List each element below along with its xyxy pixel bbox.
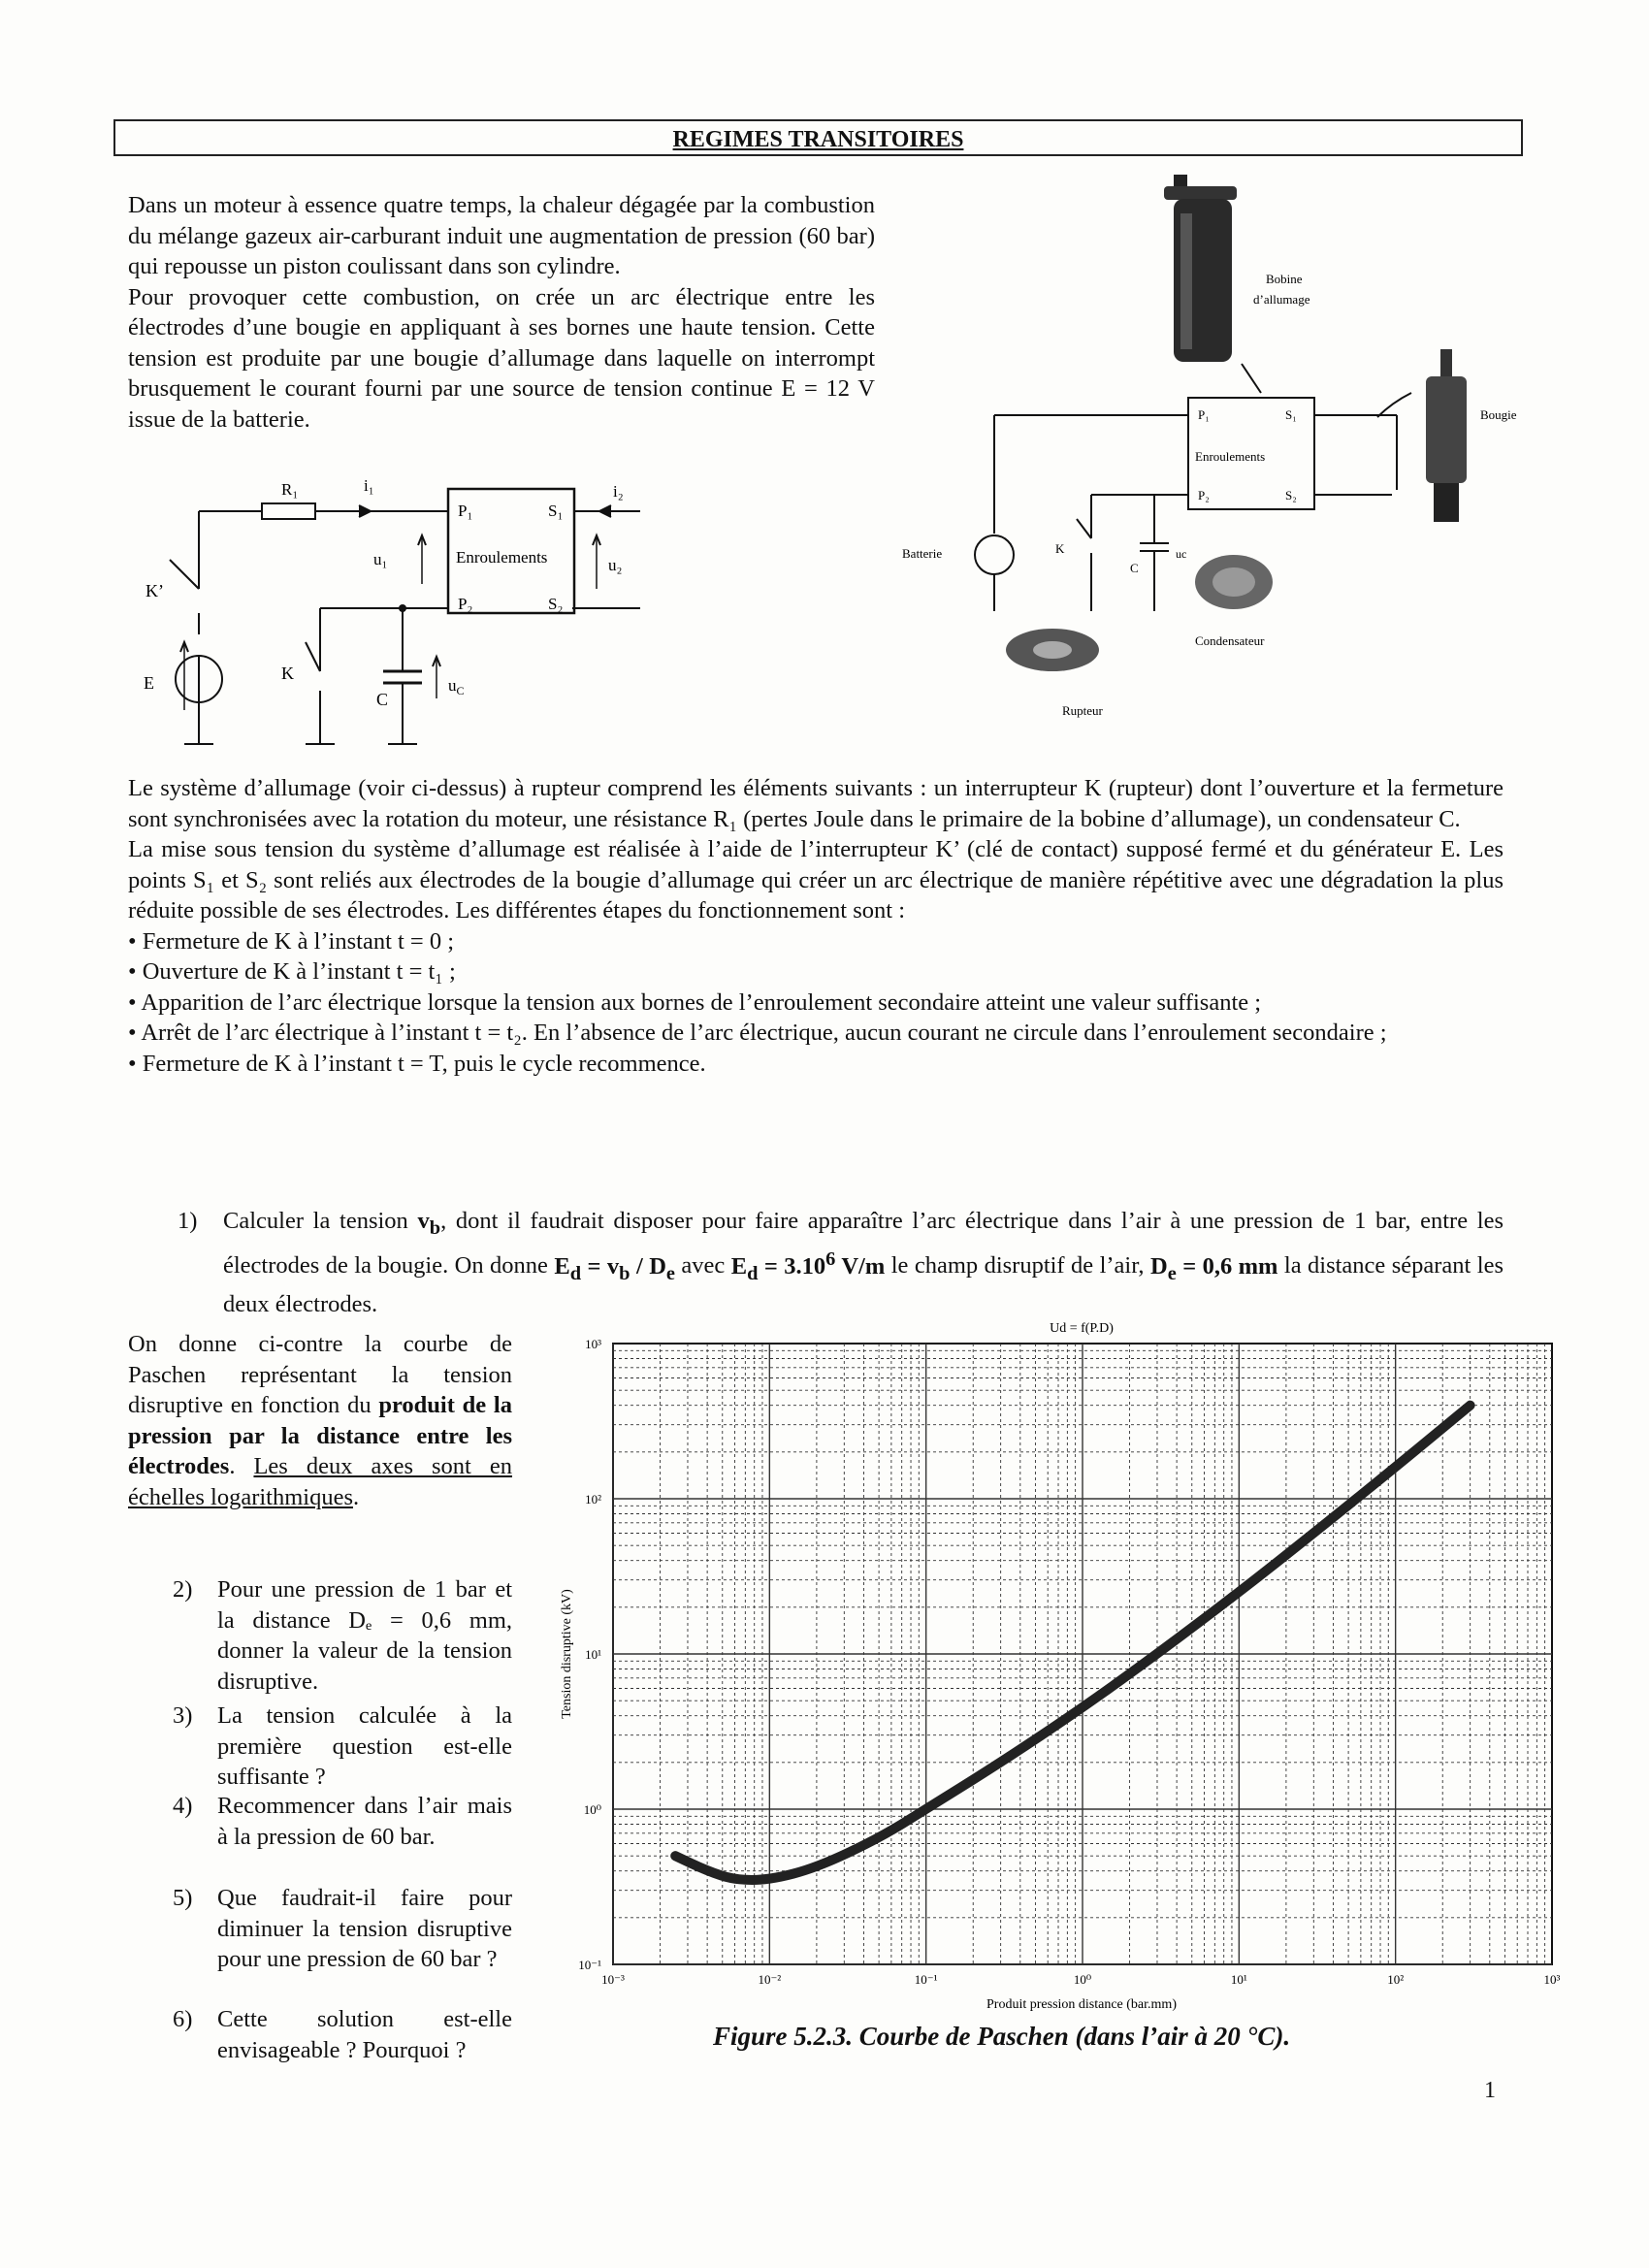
label-e: E — [144, 673, 154, 693]
question-3 — [173, 1701, 512, 1793]
title-box — [113, 119, 1523, 156]
chart-title: Ud = f(P.D) — [1050, 1321, 1114, 1336]
y-tick-label: 10¹ — [585, 1647, 601, 1662]
coil-label: Bobine — [1266, 272, 1303, 286]
photo-uc-label: uc — [1176, 547, 1187, 561]
system-paragraph-1: Le système d’allumage (voir ci-dessus) à rupteur comprend les éléments suivants : un interrupteur K (rupteur) dont l’ouverture et la fermeture sont synchronisées avec la rotation du moteur, une résistance R₁ (pertes Joule dans le primaire de la bobine d’allumage), un condensateur C. — [128, 775, 1504, 832]
y-tick-label: 10⁰ — [583, 1802, 601, 1817]
intro-text — [128, 190, 875, 435]
question-3-text: La tension calculée à la première question est-elle suffisante ? — [217, 1702, 512, 1790]
condenser-label: Condensateur — [1195, 633, 1265, 648]
label-c: C — [376, 690, 389, 709]
breaker-image — [1006, 629, 1099, 671]
label-windings: Enroulements — [456, 548, 548, 567]
page-number: 1 — [1484, 2078, 1496, 2103]
question-5-text: Que faudrait-il faire pour diminuer la tension disruptive pour une pression de 60 bar ? — [217, 1885, 512, 1972]
photo-s2: S₂ — [1285, 488, 1297, 502]
chart-ticks — [578, 1337, 1560, 1987]
step-5: • Fermeture de K à l’instant t = T, puis le cycle recommence. — [128, 1050, 706, 1077]
question-4-number: 4) — [173, 1793, 193, 1819]
label-s2: S₂ — [548, 595, 564, 613]
spark-plug-label: Bougie — [1480, 407, 1517, 422]
photo-p2: P₂ — [1198, 488, 1210, 502]
photo-k-label: K — [1055, 541, 1065, 556]
x-tick-label: 10⁰ — [1073, 1972, 1092, 1987]
ignition-photo-diagram — [892, 155, 1552, 728]
label-i1: i₁ — [364, 476, 374, 495]
label-uc: $u_C$ — [448, 676, 465, 697]
breaker-label: Rupteur — [1062, 703, 1103, 718]
chart-x-label: Produit pression distance (bar.mm) — [986, 1997, 1177, 2012]
paschen-intro: On donne ci-contre la courbe de Paschen représentant la tension disruptive en fonction du produit de la pression par la distance entre les électrodes. Les deux axes sont en échelles logarithmiques. — [128, 1331, 513, 1510]
battery-label: Batterie — [902, 546, 943, 561]
circuit-schematic — [126, 468, 669, 759]
x-tick-label: 10⁻³ — [601, 1972, 625, 1987]
coil-label-2: d’allumage — [1253, 292, 1310, 307]
intro-paragraph-2: Pour provoquer cette combustion, on crée un arc électrique entre les électrodes d’une bougie en appliquant à ses bornes une haute tension. Cette tension est produite par une bougie d’allumage dans laquelle on interrompt brusquement le courant fourni par une source de tension continue E = 12 V issue de la batterie. — [128, 283, 875, 433]
question-2-text: Pour une pression de 1 bar et la distance Dₑ = 0,6 mm, donner la valeur de la tension disruptive. — [217, 1576, 512, 1695]
question-1: 1) Calculer la tension $v_b$, dont il faudrait disposer pour faire apparaître l’arc électrique dans l’air à une pression de 1 bar, entre les électrodes de la bougie. On donne $E_d = v_b / D_e$ avec $E_d = 3.10^6$ V/m le champ disruptif de l’air, $D_e = 0,6$ mm la distance séparant les deux électrodes. — [178, 1208, 1504, 1317]
x-tick-label: 10⁻¹ — [914, 1972, 938, 1987]
figure-caption: Figure 5.2.3. Courbe de Paschen (dans l’air à 20 °C). — [713, 2022, 1291, 2051]
x-tick-label: 10⁻² — [758, 1972, 782, 1987]
question-3-number: 3) — [173, 1702, 193, 1729]
label-u2: u₂ — [608, 556, 623, 574]
question-6-number: 6) — [173, 2006, 193, 2032]
chart-y-label: Tension disruptive (kV) — [560, 1589, 574, 1719]
label-p2: P₂ — [458, 595, 473, 613]
step-2: • Ouverture de K à l’instant t = t₁ ; — [128, 958, 456, 985]
question-1-number: 1) — [178, 1208, 198, 1234]
question-5 — [173, 1883, 512, 1975]
x-tick-label: 10³ — [1543, 1972, 1561, 1987]
condenser-image — [1195, 555, 1273, 609]
x-tick-label: 10² — [1387, 1972, 1405, 1987]
x-tick-label: 10¹ — [1230, 1972, 1247, 1987]
step-4: • Arrêt de l’arc électrique à l’instant t = t₂. En l’absence de l’arc électrique, aucun courant ne circule dans l’enroulement secondaire ; — [128, 1020, 1387, 1046]
photo-p1: P₁ — [1198, 407, 1210, 422]
question-6-text: Cette solution est-elle envisageable ? Pourquoi ? — [217, 2006, 512, 2063]
page-title: REGIMES TRANSITOIRES — [672, 127, 964, 152]
question-2 — [173, 1574, 512, 1697]
photo-windings: Enroulements — [1195, 449, 1266, 464]
photo-c-label: C — [1130, 561, 1139, 575]
question-5-number: 5) — [173, 1885, 193, 1911]
photo-s1: S₁ — [1285, 407, 1297, 422]
step-3: • Apparition de l’arc électrique lorsque la tension aux bornes de l’enroulement secondaire atteint une valeur suffisante ; — [128, 988, 1262, 1016]
label-k: K — [281, 664, 294, 683]
step-1: • Fermeture de K à l’instant t = 0 ; — [128, 927, 455, 955]
label-s1: S₁ — [548, 502, 564, 520]
system-description — [128, 773, 1504, 1079]
y-tick-label: 10³ — [585, 1337, 601, 1351]
question-4 — [173, 1791, 512, 1852]
label-r1: R₁ — [281, 480, 299, 499]
question-4-text: Recommencer dans l’air mais à la pression de 60 bar. — [217, 1793, 512, 1850]
coil-image — [1164, 175, 1237, 362]
spark-plug-image — [1426, 349, 1467, 522]
y-tick-label: 10² — [585, 1492, 601, 1507]
system-paragraph-2: La mise sous tension du système d’allumage est réalisée à l’aide de l’interrupteur K’ (clé de contact) supposé fermé et du générateur E. Les points S₁ et S₂ sont reliés aux électrodes de la bougie d’allumage qui créer un arc électrique de manière répétitive avec une dégradation la plus réduite possible de ses électrodes. Les différentes étapes du fonctionnement sont : — [128, 836, 1504, 923]
label-u1: u₁ — [373, 550, 388, 568]
label-k-prime: K’ — [146, 581, 164, 600]
y-tick-label: 10⁻¹ — [578, 1958, 601, 1972]
question-2-number: 2) — [173, 1576, 193, 1603]
label-i2: i₂ — [613, 482, 624, 501]
intro-paragraph-1: Dans un moteur à essence quatre temps, la chaleur dégagée par la combustion du mélange gazeux air-carburant induit une augmentation de pression (60 bar) qui repousse un piston coulissant dans son cylindre. — [128, 192, 875, 279]
question-6 — [173, 2004, 512, 2065]
paschen-chart — [543, 1314, 1571, 2018]
chart-grid — [613, 1344, 1552, 1964]
label-p1: P₁ — [458, 502, 473, 520]
